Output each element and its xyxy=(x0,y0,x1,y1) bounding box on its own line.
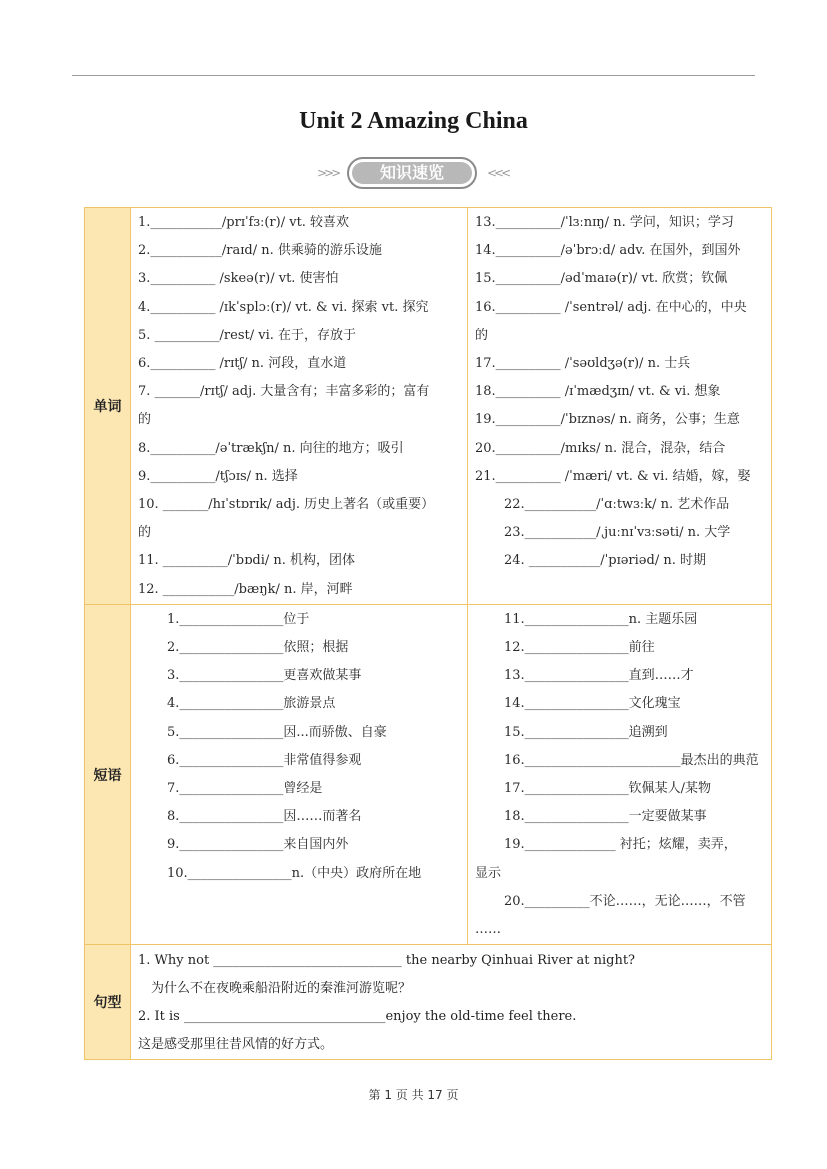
word-item: 9.__________/tʃɔɪs/ n. 选择 xyxy=(138,468,298,484)
word-item: 1.___________/prɪˈfɜː(r)/ vt. 较喜欢 xyxy=(138,215,350,230)
phrase-item: 3.________________更喜欢做某事 xyxy=(167,668,362,684)
phrases-row xyxy=(85,604,772,944)
words-left-cell xyxy=(131,208,468,605)
word-item: 4.__________ /ɪkˈsplɔː(r)/ vt. & vi. 探索 vt. 探究 xyxy=(138,299,429,315)
left-arrows-icon: >>> xyxy=(317,166,339,180)
sentence-translation: 这是感受那里往昔风情的好方式。 xyxy=(138,1037,334,1053)
word-item: 3.__________ /skeə(r)/ vt. 使害怕 xyxy=(138,271,339,287)
phrase-item: 11.________________n. 主题乐园 xyxy=(504,611,698,627)
phrase-item: 14.________________文化瑰宝 xyxy=(504,696,681,712)
phrase-item: 7.________________曾经是 xyxy=(167,781,323,797)
word-item: 13.__________/ˈlɜːnɪŋ/ n. 学问，知识；学习 xyxy=(475,215,734,230)
sentences-row xyxy=(85,945,772,1060)
word-item: 19.__________/ˈbɪznəs/ n. 商务，公事；生意 xyxy=(475,412,740,428)
sentences-label: 句型 xyxy=(85,945,131,1060)
phrases-left-cell xyxy=(131,604,468,944)
phrases-label: 短语 xyxy=(85,604,131,944)
phrase-item: 2.________________依照；根据 xyxy=(167,640,349,656)
phrase-item-continued: …… xyxy=(475,922,501,938)
word-item-continued: 的 xyxy=(138,525,152,541)
word-item: 21.__________ /ˈmæri/ vt. & vi. 结婚，嫁，娶 xyxy=(475,468,751,484)
sentences-cell xyxy=(131,945,772,1060)
word-item: 22.___________/ˈɑːtwɜːk/ n. 艺术作品 xyxy=(504,497,730,513)
word-item: 20.__________/mɪks/ n. 混合，混杂，结合 xyxy=(475,440,726,456)
word-item: 12. ___________/bæŋk/ n. 岸，河畔 xyxy=(138,581,353,597)
word-item: 5. __________/rest/ vi. 在于，存放于 xyxy=(138,327,356,343)
phrase-item: 17.________________钦佩某人/某物 xyxy=(504,781,712,797)
word-item: 10. _______/hɪˈstɒrɪk/ adj. 历史上著名（或重要） xyxy=(138,497,435,513)
word-item: 6.__________ /rɪtʃ/ n. 河段，直水道 xyxy=(138,356,347,372)
header-rule xyxy=(72,75,755,76)
phrase-item: 16.________________________最杰出的典范 xyxy=(504,752,759,768)
banner-label: 知识速览 xyxy=(352,162,472,184)
phrase-item: 20.__________不论……，无论……，不管 xyxy=(504,893,746,909)
page-footer: 第 1 页 共 17 页 xyxy=(368,1088,459,1102)
banner-pill xyxy=(347,157,477,189)
phrase-item: 10.________________n.（中央）政府所在地 xyxy=(167,865,422,881)
page-title: Unit 2 Amazing China xyxy=(299,108,528,134)
vocab-table xyxy=(84,207,772,1060)
sentence-item: 1. Why not _____________________________ the nearby Qinhuai River at night? xyxy=(138,953,636,969)
phrase-item: 15.________________追溯到 xyxy=(504,724,668,740)
phrase-item: 8.________________因……而著名 xyxy=(167,809,362,825)
word-item: 16.__________ /ˈsentrəl/ adj. 在中心的，中央 xyxy=(475,299,747,315)
phrases-right-cell xyxy=(468,604,772,944)
words-label: 单词 xyxy=(85,208,131,605)
word-item: 11. __________/ˈbɒdi/ n. 机构，团体 xyxy=(138,553,356,569)
phrase-item: 13.________________直到……才 xyxy=(504,668,694,684)
phrase-item: 19.______________ 衬托；炫耀，卖弄， xyxy=(504,837,737,853)
words-row xyxy=(85,208,772,605)
word-item-continued: 的 xyxy=(475,327,489,343)
phrase-item: 4.________________旅游景点 xyxy=(167,696,336,712)
sentence-item: 2. It is _______________________________enjoy the old-time feel there. xyxy=(138,1009,577,1025)
word-item-continued: 的 xyxy=(138,412,152,428)
phrase-item: 6.________________非常值得参观 xyxy=(167,752,362,768)
words-right-cell xyxy=(468,208,772,605)
word-item: 7. _______/rɪtʃ/ adj. 大量含有；丰富多彩的；富有 xyxy=(138,384,430,400)
phrase-item: 18.________________一定要做某事 xyxy=(504,809,707,825)
word-item: 15.__________/ədˈmaɪə(r)/ vt. 欣赏；钦佩 xyxy=(475,271,728,287)
phrase-item: 12.________________前往 xyxy=(504,640,655,656)
sentence-translation: 为什么不在夜晚乘船沿附近的秦淮河游览呢？ xyxy=(151,981,412,997)
word-item: 18.__________ /ɪˈmædʒɪn/ vt. & vi. 想象 xyxy=(475,384,721,400)
word-item: 23.___________/ˌjuːnɪˈvɜːsəti/ n. 大学 xyxy=(504,525,731,541)
word-item: 14.__________/əˈbrɔːd/ adv. 在国外，到国外 xyxy=(475,243,741,259)
section-banner xyxy=(317,157,511,193)
word-item: 24. ___________/ˈpɪəriəd/ n. 时期 xyxy=(504,553,706,569)
word-item: 2.___________/raɪd/ n. 供乘骑的游乐设施 xyxy=(138,243,382,259)
phrase-item: 1.________________位于 xyxy=(167,611,310,627)
word-item: 8.__________/əˈtrækʃn/ n. 向往的地方；吸引 xyxy=(138,440,404,456)
phrase-item-continued: 显示 xyxy=(475,865,502,881)
phrase-item: 9.________________来自国内外 xyxy=(167,837,349,853)
word-item: 17.__________ /ˈsəʊldʒə(r)/ n. 士兵 xyxy=(475,356,691,372)
right-arrows-icon: <<< xyxy=(487,166,509,180)
phrase-item: 5.________________因...而骄傲、自豪 xyxy=(167,724,387,740)
